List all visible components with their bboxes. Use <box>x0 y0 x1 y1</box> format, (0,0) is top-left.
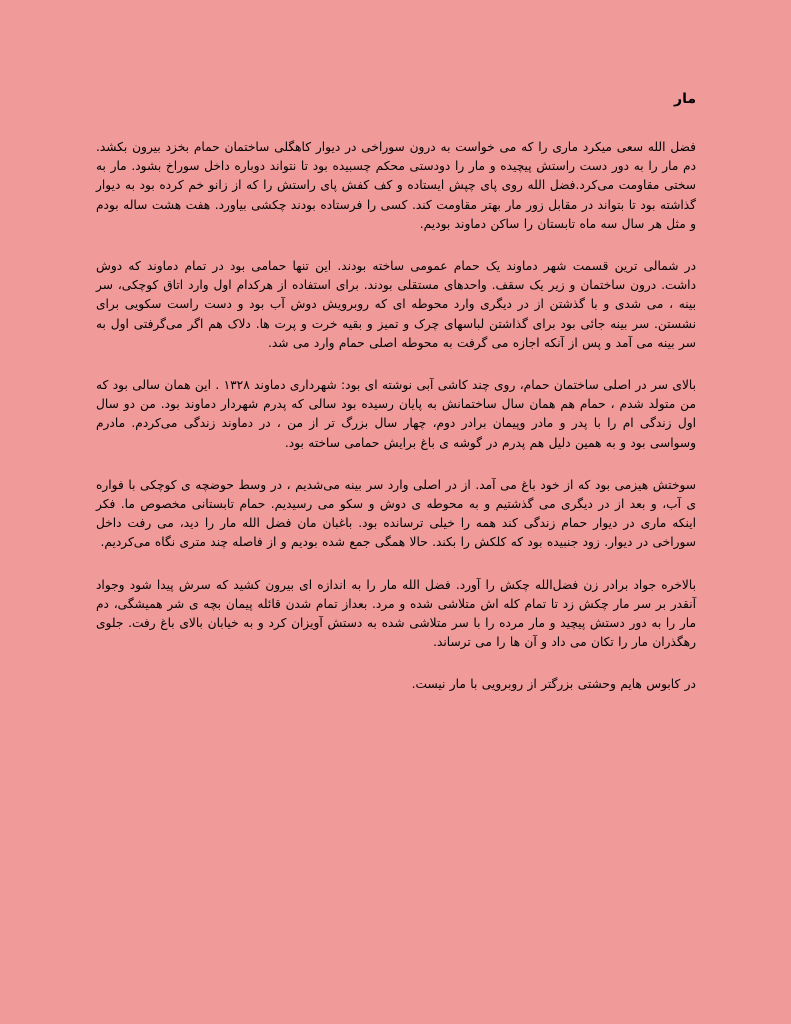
paragraph-5: بالاخره جواد برادر زن فضل‌الله چکش را آورد. فضل الله مار را به اندازه ای بیرون کشید که سرش پیدا شود وجواد آنقدر بر سر مار چکش زد تا تمام کله اش متلاشی شده و مرد. بعداز تمام شدن قائله پیمان بچه ی شر همیشگی، دم مار را به دور دستش پیچید و مار مرده را با سر متلاشی شده به دستش آویزان کرد و به خیابان بالای باغ رفت. جلوی رهگذران مار را تکان می داد و آن ها را می ترساند. <box>96 577 696 650</box>
paragraph-1: فضل الله سعی میکرد ماری را که می خواست به درون سوراخی در دیوار کاهگلی ساختمان حمام بخزد بیرون بکشد. دم مار را به دور دست راستش پیچیده و مار را دودستی محکم چسبیده بود تا نتواند دوباره داخل سوراخ بشود. مار به سختی مقاومت می‌کرد.فضل الله روی پای چپش ایستاده و کف کفش پای راستش را که از زانو خم کرده بود به دیوار گذاشته بود تا بتواند در مقابل زور مار بهتر مقاومت کند. کسی را فرستاده بودند چکشی بیاورد. هفت هشت ساله بودم و مثل هر سال سه ماه تابستان را ساکن دماوند بودیم. <box>96 140 696 231</box>
paragraph-4: سوختش هیزمی بود که از خود باغ می آمد. از در اصلی وارد سر بینه می‌شدیم ، در وسط حوضچه ی کوچکی با فواره ی آب، و بعد از در دیگری می گذشتیم و به محوطه ی دوش و سکو می رسیدیم. حمام تابستانی مخصوص ما. فکر اینکه ماری در دیوار حمام زندگی کند همه را خیلی ترسانده بود. باغبان مان فضل الله مار را دید، می رفت داخل سوراخی در دیوار. زود جنبیده بود که کلکش را بکند. حالا همگی جمع شده بودیم و از فاصله چند متری نگاه می‌کردیم. <box>96 477 696 550</box>
document-body <box>96 88 696 718</box>
paragraph-6: در کابوس هایم وحشتی بزرگتر از روبرویی با مار نیست. <box>411 677 696 692</box>
paragraph-2: در شمالی ترین قسمت شهر دماوند یک حمام عمومی ساخته بودند. این تنها حمامی بود در تمام دماوند که دوش داشت. درون ساختمان و زیر یک سقف. واحدهای مستقلی بودند. برای استفاده از هرکدام اول وارد اتاق کوچکی، سر بینه ، می شدی و با گذشتن از در دیگری وارد محوطه ای که روبرویش دوش آب بود و دست راست سکویی برای نشستن. سر بینه جائی بود برای گذاشتن لباسهای چرک و تمیز و بقیه خرت و پرت ها. دلاک هم اگر می‌گرفتی اول به سر بینه می آمد و پس از آنکه اجازه می گرفت به محوطه اصلی حمام وارد می شد. <box>96 259 696 350</box>
document-title: مار <box>674 91 696 107</box>
paragraph-3: بالای سر در اصلی ساختمان حمام، روی چند کاشی آبی نوشته ای بود: شهرداری دماوند ۱۳۲۸ . این همان سالی بود که من متولد شدم ، حمام هم همان سال ساختمانش به پایان رسیده بود سالی که پدرم شهردار دماوند بود. من دو سال اول زندگی ام را با پدر و مادر وپیمان برادر دوم، چهار سال بزرگ تر از من ، در دماوند زندگی می‌کردم. مادرم وسواسی بود و به همین دلیل هم پدرم در گوشه ی باغ برایش حمامی ساخته بود. <box>96 378 696 450</box>
